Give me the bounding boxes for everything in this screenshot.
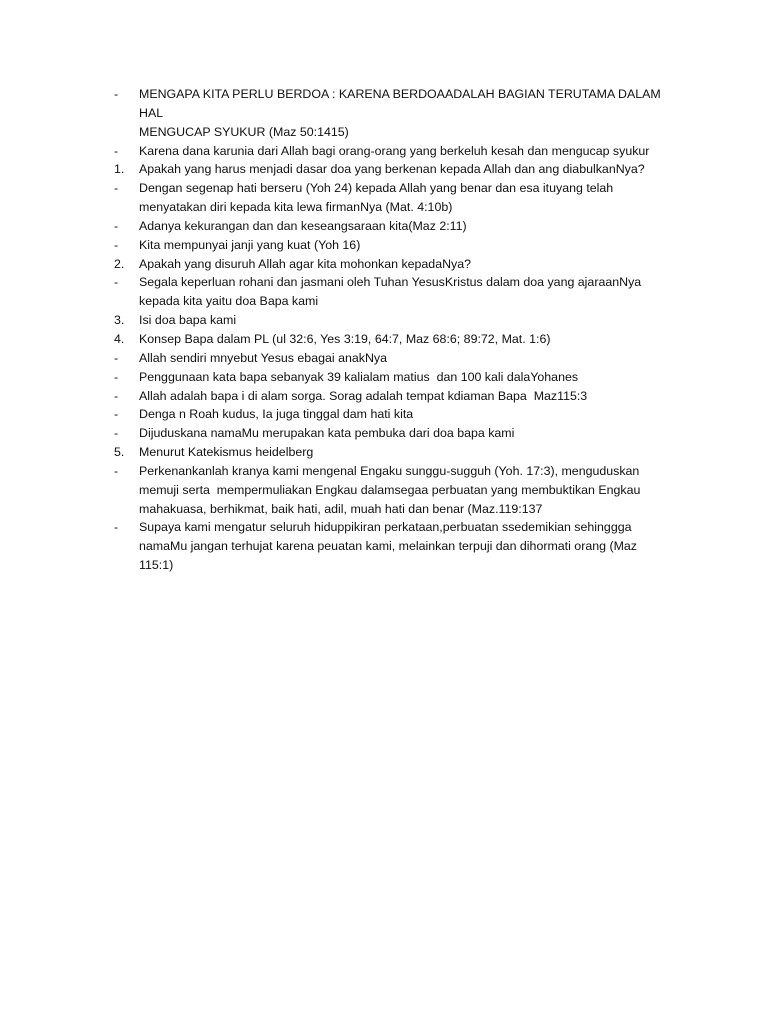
list-item-marker: -: [114, 463, 119, 478]
list-item-marker: -: [114, 237, 119, 252]
list-item: [114, 368, 674, 387]
list-item-text: Menurut Katekismus heidelberg: [139, 445, 314, 460]
list-item-marker: -: [114, 87, 119, 101]
list-item: [114, 387, 674, 406]
list-item-text: Penggunaan kata bapa sebanyak 39 kalialam matius dan 100 kali dalaYohanes: [139, 369, 579, 384]
list-item: [114, 349, 674, 368]
list-item-marker: 1.: [114, 162, 125, 177]
list-item-text: Konsep Bapa dalam PL (ul 32:6, Yes 3:19, 64:7, Maz 68:6; 89:72, Mat. 1:6): [139, 331, 551, 346]
list-item-text: Adanya kekurangan dan dan keseangsaraan kita(Maz 2:11): [139, 218, 467, 233]
list-item-text: Dijuduskana namaMu merupakan kata pembuka dari doa bapa kami: [139, 426, 515, 441]
list-item-marker: -: [114, 520, 119, 535]
list-item-text: Apakah yang disuruh Allah agar kita mohonkan kepadaNya?: [139, 256, 472, 271]
list-item-marker: -: [114, 388, 119, 403]
list-item-marker: 3.: [114, 313, 125, 328]
list-item: [114, 142, 674, 161]
list-item: [114, 518, 674, 575]
list-item-text: Allah sendiri mnyebut Yesus ebagai anakNya: [139, 350, 387, 365]
list-item-text: Apakah yang harus menjadi dasar doa yang berkenan kepada Allah dan ang diabulkanNya?: [139, 162, 645, 177]
list-item-marker: -: [114, 426, 119, 441]
list-item-text: Karena dana karunia dari Allah bagi orang-orang yang berkeluh kesah dan mengucap syukur: [139, 143, 650, 158]
list-item-marker: 2.: [114, 256, 125, 271]
list-item: [114, 443, 674, 462]
list-item-text: Segala keperluan rohani dan jasmani oleh Tuhan YesusKristus dalam doa yang ajaraanNya kepada kita yaitu doa Bapa kami: [139, 275, 642, 309]
list-item-marker: -: [114, 143, 119, 158]
list-item-text: Denga n Roah kudus, Ia juga tinggal dam hati kita: [139, 407, 414, 422]
list-item: [114, 424, 674, 443]
list-item-marker: -: [114, 181, 119, 196]
list-item: [114, 311, 674, 330]
list-item: [114, 330, 674, 349]
list-item: [114, 217, 674, 236]
list-item: [114, 273, 674, 311]
list-item-marker: -: [114, 218, 119, 233]
list-item: [114, 179, 674, 217]
list-item: [114, 160, 674, 179]
list-item-marker: -: [114, 350, 119, 365]
list-item-marker: 5.: [114, 445, 125, 460]
list-item-text: Perkenankanlah kranya kami mengenal Engaku sunggu-sugguh (Yoh. 17:3), menguduskan memuji serta mempermuliakan Engkau dalamsegaa perbuatan yang membuktikan Engkau mahakuasa, berhikmat, baik hati, adil, muah hati dan benar (Maz.119:137: [139, 463, 641, 516]
list-item-marker: -: [114, 275, 119, 290]
list-item-text: MENGAPA KITA PERLU BERDOA : KARENA BERDOAADALAH BAGIAN TERUTAMA DALAM HAL MENGUCAP SYUKUR (Maz 50:1415): [139, 87, 661, 139]
list-item-marker: -: [114, 369, 119, 384]
document-list: [114, 85, 674, 575]
list-item-text: Dengan segenap hati berseru (Yoh 24) kepada Allah yang benar dan esa ituyang telah menyatakan diri kepada kita lewa firmanNya (Mat. 4:10b): [139, 181, 614, 215]
list-item-marker: -: [114, 407, 119, 422]
list-item: [114, 255, 674, 274]
list-item-text: Isi doa bapa kami: [139, 313, 237, 328]
list-item: [114, 405, 674, 424]
list-item-text: Supaya kami mengatur seluruh hiduppikiran perkataan,perbuatan ssedemikian sehinggga namaMu jangan terhujat karena peuatan kami, melainkan terpuji dan dihormati orang (Maz 115:1): [139, 520, 637, 573]
list-item: [114, 462, 674, 519]
list-item-marker: 4.: [114, 331, 125, 346]
list-item: [114, 85, 674, 142]
list-item: [114, 236, 674, 255]
list-item-text: Allah adalah bapa i di alam sorga. Sorag adalah tempat kdiaman Bapa Maz115:3: [139, 388, 588, 403]
list-item-text: Kita mempunyai janji yang kuat (Yoh 16): [139, 237, 361, 252]
